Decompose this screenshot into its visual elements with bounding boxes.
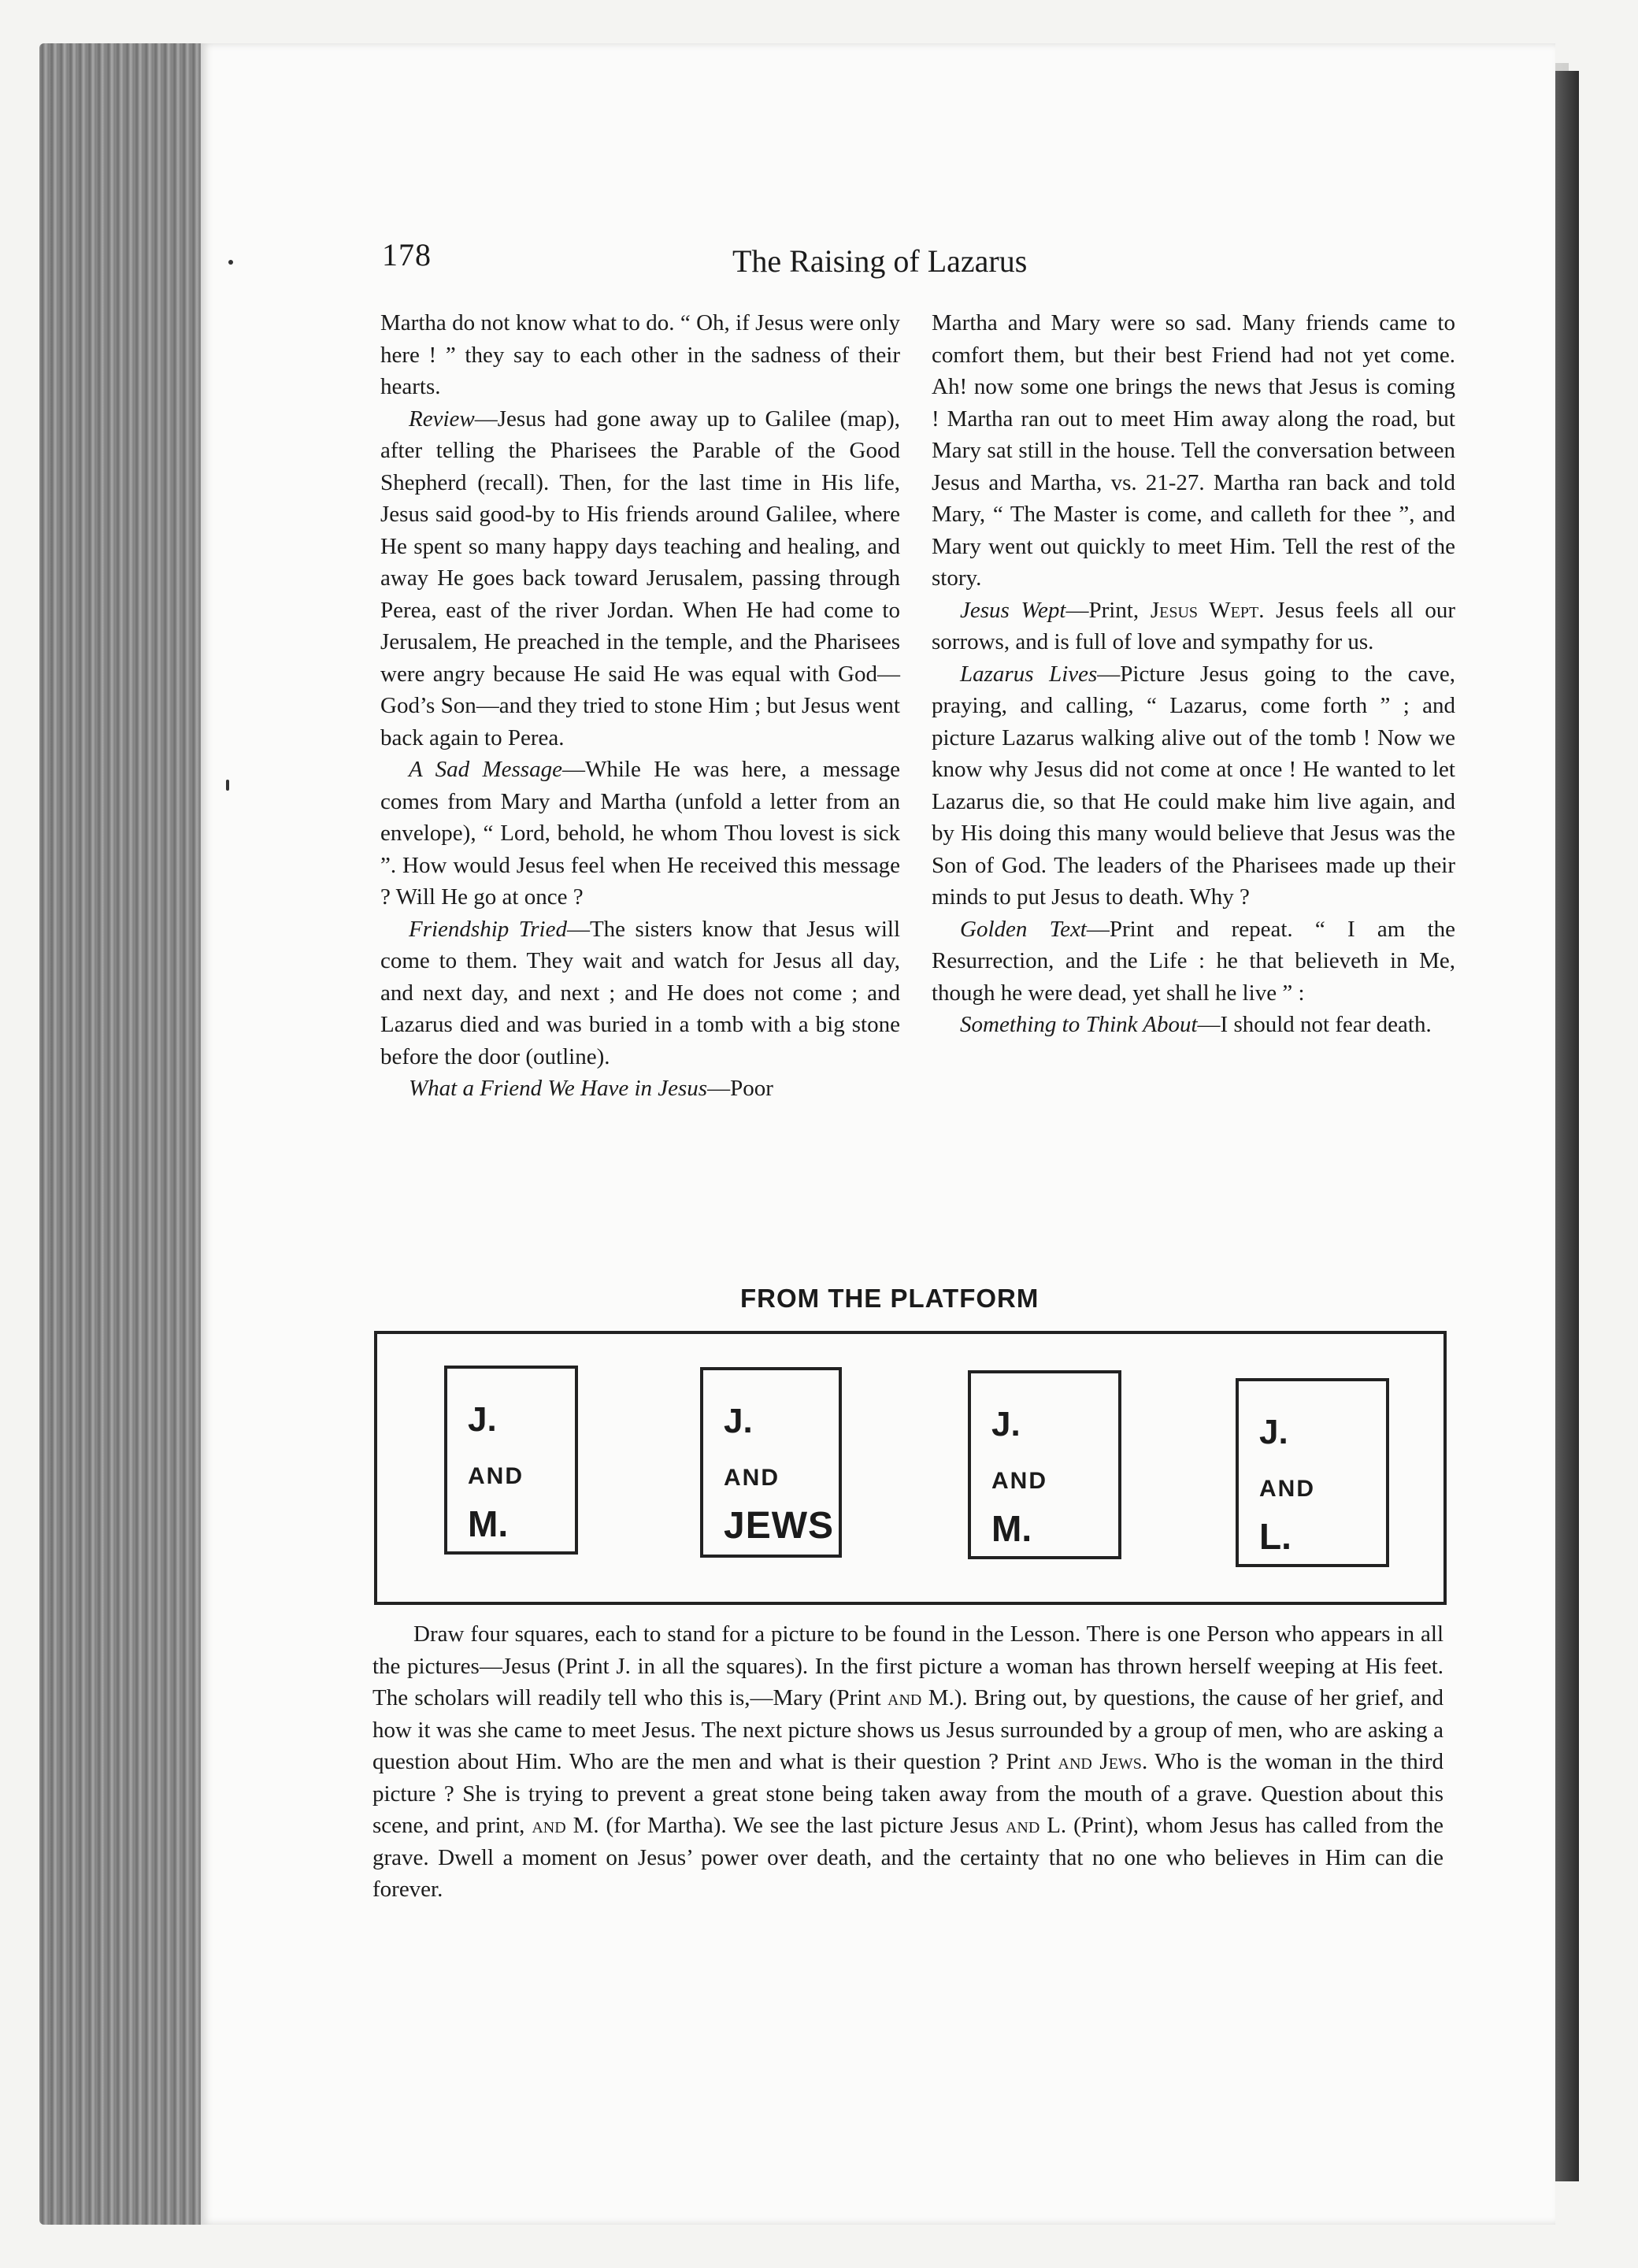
paragraph	[372, 1618, 1443, 1906]
paragraph-review	[380, 403, 900, 754]
small-caps-text: and	[888, 1685, 922, 1710]
square-j: J.	[991, 1405, 1021, 1443]
paragraph-text: L. (Print), whom Jesus has called from the grave. Dwell a moment on Jesus’ power over death, and the certainty that no one who believes in Him can die forever.	[372, 1813, 1444, 1902]
paragraph-text: M.). Bring out, by questions, the cause of her grief, and how it was she came to meet Jesus. The next picture shows us Jesus surrounded by a group of men, who are asking a question about Him. Who are the men and what is their question ? Print	[372, 1685, 1443, 1774]
page-number: 178	[382, 237, 432, 272]
square-and: AND	[468, 1463, 524, 1489]
paragraph-what-a-friend	[380, 1073, 900, 1105]
paragraph-friendship-tried	[380, 914, 900, 1073]
paragraph-text: . Jesus feels all our sorrows, and is full of love and sympathy for us.	[932, 597, 1455, 654]
section-label: Something to Think About	[960, 1012, 1198, 1037]
paragraph-text: M. (for Martha). We see the last picture Jesus	[565, 1813, 1006, 1838]
scan-dark-border	[1555, 71, 1579, 2181]
paragraph-text: —Jesus had gone away up to Galilee (map), after telling the Pharisees the Parable of the Good Shepherd (recall). Then, for the last time in His life, Jesus said good-by to His friends around Galilee, where He spent so many happy days teaching and healing, and away He goes back toward Jerusalem, passing through Perea, east of the river Jordan. When He had come to Jerusalem, He preached in the temple, and the Pharisees were angry because He said He was equal with God—God’s Son—and they tried to stone Him ; but Jesus went back again to Perea.	[380, 406, 900, 750]
paragraph-text: —Print and repeat. “ I am the Resurrection, and the Life : he that believeth in Me, though he were dead, yet shall he live ” :	[932, 916, 1455, 1006]
square-j-and-m	[444, 1366, 578, 1555]
square-j-and-jews	[700, 1367, 842, 1558]
running-head: The Raising of Lazarus	[732, 243, 1028, 279]
paragraph-text: Martha do not know what to do. “ Oh, if Jesus were only here ! ” they say to each other in the sadness of their hearts.	[380, 310, 900, 399]
scan-speck	[226, 780, 229, 791]
square-j: J.	[724, 1402, 753, 1440]
platform-diagram	[374, 1331, 1447, 1605]
paragraph	[932, 307, 1455, 595]
paragraph-jesus-wept	[932, 595, 1455, 658]
paragraph-text: —Picture Jesus going to the cave, praying, and calling, “ Lazarus, come forth ” ; and picture Lazarus walking alive out of the tomb ! Now we know why Jesus did not come at once ! He wanted to let Lazarus die, so that He could make him live again, and by His doing this many would believe that Jesus was the Son of God. The leaders of the Pharisees made up their minds to put Jesus to death. Why ?	[932, 661, 1456, 910]
small-caps-text: and Jews	[1058, 1749, 1142, 1774]
paragraph-text: —While He was here, a message comes from Mary and Martha (unfold a letter from an envelope), “ Lord, behold, he whom Thou lovest is sick ”. How would Jesus feel when He received this message ? Will He go at once ?	[380, 757, 900, 910]
square-j: J.	[468, 1400, 497, 1439]
paragraph-golden-text	[932, 914, 1455, 1010]
paragraph-text: —I should not fear death.	[1197, 1012, 1432, 1037]
paragraph-lazarus-lives	[932, 658, 1455, 914]
square-j-and-l	[1236, 1378, 1389, 1567]
section-label: Lazarus Lives	[960, 661, 1098, 687]
small-caps-text: and	[532, 1813, 566, 1838]
square-and: AND	[1259, 1476, 1315, 1502]
paragraph-sad-message	[380, 754, 900, 914]
small-caps-text: and	[1005, 1813, 1040, 1838]
square-who: M.	[991, 1508, 1032, 1549]
section-label: Friendship Tried	[409, 916, 567, 942]
left-column	[380, 307, 900, 1105]
paragraph-text: —Poor	[707, 1076, 773, 1101]
paragraph-text: Martha and Mary were so sad. Many friends came to comfort them, but their best Friend had not yet come. Ah! now some one brings the news that Jesus is coming ! Martha ran out to meet Him away along the road, but Mary sat still in the house. Tell the conversation between Jesus and Martha, vs. 21-27. Martha ran back and told Mary, “ The Master is come, and calleth for thee ”, and Mary went out quickly to meet Him. Tell the rest of the story.	[932, 310, 1455, 591]
square-who: JEWS	[724, 1505, 835, 1547]
section-label: Review	[409, 406, 475, 432]
square-who: L.	[1259, 1516, 1292, 1557]
right-column	[932, 307, 1455, 1041]
paragraph-text: —Print,	[1065, 597, 1151, 623]
paragraph-something-to-think	[932, 1009, 1455, 1041]
scan-speck	[228, 260, 233, 265]
square-j: J.	[1259, 1413, 1288, 1451]
paragraph-text: . Who is the woman in the third picture ? She is trying to prevent a great stone being taken away from the mouth of a grave. Question about this scene, and print,	[372, 1749, 1443, 1838]
platform-instructions	[372, 1618, 1443, 1906]
section-label: Golden Text	[960, 916, 1087, 942]
paragraph	[380, 307, 900, 403]
square-who: M.	[468, 1503, 509, 1544]
square-and: AND	[724, 1465, 780, 1491]
square-and: AND	[991, 1468, 1047, 1494]
paragraph-text: —The sisters know that Jesus will come to them. They wait and watch for Jesus all day, and next day, and next ; and He does not come ; and Lazarus died and was buried in a tomb with a big stone before the door (outline).	[380, 916, 900, 1069]
section-label: What a Friend We Have in Jesus	[409, 1076, 708, 1101]
section-label: A Sad Message	[409, 757, 562, 782]
paragraph-text: Draw four squares, each to stand for a picture to be found in the Lesson. There is one Person who appears in all the pictures—Jesus (Print J. in all the squares). In the first picture a woman has thrown herself weeping at His feet. The scholars will readily tell who this is,—Mary (Print	[372, 1621, 1443, 1710]
platform-heading: FROM THE PLATFORM	[740, 1284, 1040, 1313]
book-page-edges	[39, 43, 205, 2225]
square-j-and-m-martha	[968, 1370, 1121, 1559]
small-caps-text: Jesus Wept	[1150, 597, 1259, 623]
section-label: Jesus Wept	[960, 597, 1066, 623]
